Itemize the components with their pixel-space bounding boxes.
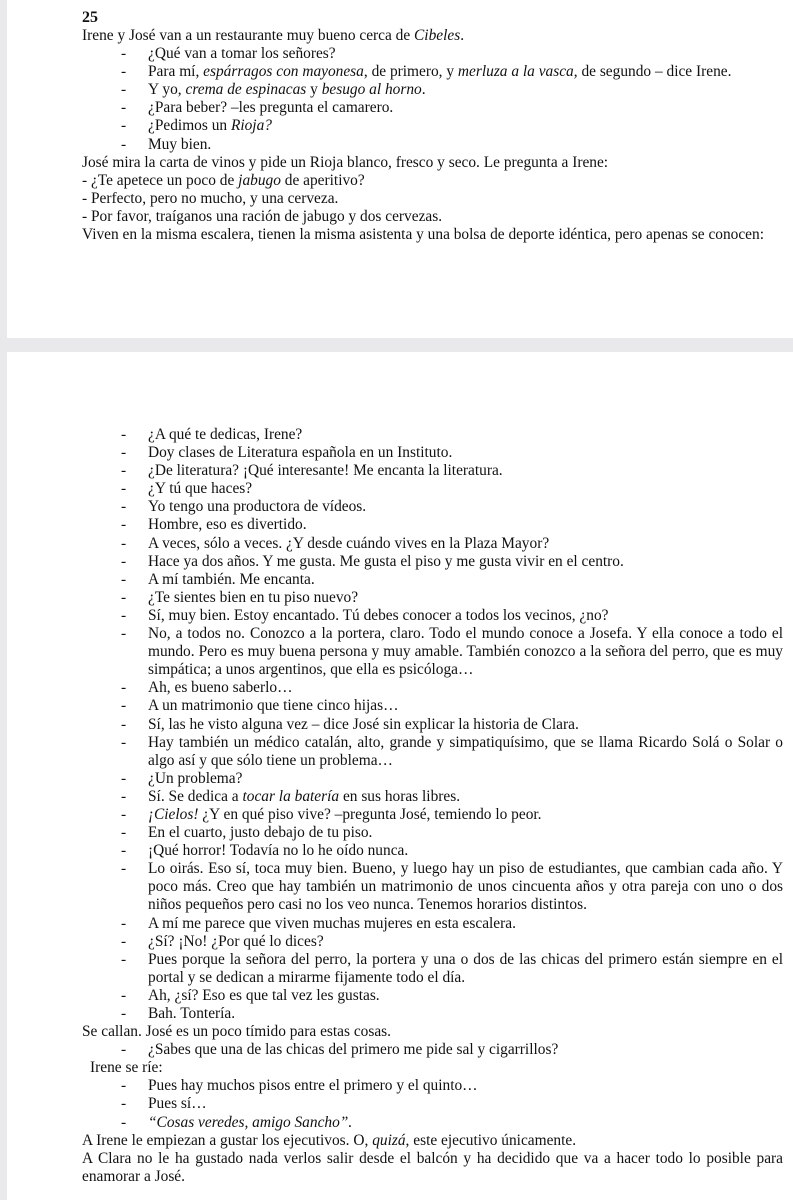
document-page-1: [7, 0, 793, 338]
dialog-dash: -: [121, 588, 127, 606]
dialog-line-perfecto: - Perfecto, pero no mucho, y una cerveza.: [82, 189, 339, 207]
dialog-line: [82, 770, 783, 788]
narration-text: , este ejecutivo únicamente.: [405, 1131, 577, 1149]
dialog-line: [82, 426, 783, 444]
dialog-dash: -: [121, 914, 127, 932]
dialog-text: .: [421, 81, 426, 99]
dialog-text: A mí me parece que viven muchas mujeres en esta escalera.: [148, 914, 516, 932]
dialog-text: de aperitivo?: [280, 171, 365, 189]
intro-paragraph: [82, 27, 783, 45]
dialog-line: [82, 1095, 783, 1113]
dialog-chicas: [82, 1041, 783, 1059]
dialog-text: Para mí,: [148, 63, 204, 81]
dialog-italic: ¡Cielos!: [148, 805, 199, 823]
narration-irene-rie: Irene se ríe:: [90, 1059, 163, 1077]
dialog-text: Hay también un médico catalán, alto, grande y simpatiquísimo, que se llama Ricardo Solá o Solar o algo así y que sólo tiene un problema…: [148, 733, 783, 769]
dialog-dash: -: [121, 679, 127, 697]
dialog-dash: -: [121, 534, 127, 552]
dialog-line: [82, 45, 783, 63]
dialog-text: Hace ya dos años. Y me gusta. Me gusta el piso y me gusta vivir en el centro.: [148, 552, 624, 570]
dialog-line: [82, 480, 783, 498]
dialog-dash: -: [121, 787, 127, 805]
narration-wine: José mira la carta de vinos y pide un Rioja blanco, fresco y seco. Le pregunta a Irene:: [82, 153, 609, 171]
dialog-text: Bah. Tontería.: [148, 1005, 236, 1022]
dialog-text: A veces, sólo a veces. ¿Y desde cuándo vives en la Plaza Mayor?: [148, 534, 550, 552]
dialog-text: , de segundo – dice Irene.: [573, 63, 732, 81]
dialog-line: [82, 734, 783, 770]
dialog-line: [82, 516, 783, 534]
dialog-dash: -: [121, 842, 127, 860]
dialog-line: [82, 1005, 783, 1023]
dialog-text: Ah, ¿sí? Eso es que tal vez les gustas.: [148, 986, 380, 1004]
dialog-text: ¿Y tú que haces?: [148, 480, 253, 498]
dialog-text: En el cuarto, justo debajo de tu piso.: [148, 824, 373, 842]
dialog-line-traiganos: - Por favor, traíganos una ración de jabugo y dos cervezas.: [82, 207, 443, 225]
intro-text: Irene y José van a un restaurante muy bueno cerca de: [82, 27, 415, 44]
dialog-line: [82, 1041, 783, 1059]
dialog-text: ¿Sí? ¡No! ¿Por qué lo dices?: [148, 932, 324, 950]
dialog-dash: -: [121, 733, 127, 751]
dialog-dash: -: [121, 444, 127, 462]
dialog-line: [82, 806, 783, 824]
dialog-line: [82, 444, 783, 462]
dialog-line: [82, 136, 783, 154]
dialog-dash: -: [121, 606, 127, 624]
dialog-dash: -: [121, 860, 127, 878]
dialog-line: [82, 915, 783, 933]
dialog-line: [82, 842, 783, 860]
dialog-line: [82, 99, 783, 117]
dialog-line: [82, 553, 783, 571]
dialog-dash: -: [121, 498, 127, 516]
dialog-text: Yo tengo una productora de vídeos.: [148, 498, 367, 516]
dialog-line: [82, 117, 783, 135]
dialog-line: [82, 860, 783, 914]
dialog-line: [82, 535, 783, 553]
dialog-dash: -: [121, 986, 127, 1004]
dialog-line: [82, 987, 783, 1005]
dialog-line: [82, 716, 783, 734]
dialog-dash: -: [121, 426, 127, 443]
dialog-italic: Rioja?: [230, 117, 272, 135]
dialog-text: Hombre, eso es divertido.: [148, 516, 307, 534]
dialog-dash: -: [121, 117, 127, 135]
dialog-dash: -: [121, 45, 127, 63]
dialog-vecinos: [82, 426, 783, 1023]
dialog-text: - ¿Te apetece un poco de: [82, 171, 239, 189]
dialog-sancho: [82, 1077, 783, 1131]
dialog-text: ¿Qué van a tomar los señores?: [148, 45, 336, 63]
narration-italic: quizá: [372, 1131, 406, 1149]
narration-se-callan: Se callan. José es un poco tímido para estas cosas.: [82, 1023, 392, 1041]
narration-ejecutivos: [82, 1132, 783, 1150]
dialog-line: [82, 1114, 783, 1132]
dialog-dash: -: [121, 1041, 127, 1059]
dialog-text: Lo oirás. Eso sí, toca muy bien. Bueno, y luego hay un piso de estudiantes, que cambian cada año. Y poco más. Creo que hay también un matrimonio de unos cincuenta años y otra pareja con uno o dos niños pequeños pero casi no los veo nunca. Tenemos horarios distintos.: [148, 860, 783, 914]
dialog-text: Pues sí…: [148, 1095, 207, 1113]
dialog-text: ¿Un problema?: [148, 769, 243, 787]
dialog-dash: -: [121, 81, 127, 99]
dialog-line: [82, 824, 783, 842]
dialog-italic: tocar la batería: [242, 787, 340, 805]
intro-italic: Cibeles: [414, 27, 461, 44]
dialog-italic: besugo al horno: [321, 81, 422, 99]
document-page-2: [7, 352, 793, 1200]
dialog-line: [82, 933, 783, 951]
dialog-dash: -: [121, 516, 127, 534]
dialog-dash: -: [121, 932, 127, 950]
dialog-text: ¿A qué te dedicas, Irene?: [148, 426, 303, 443]
dialog-dash: -: [121, 1077, 127, 1095]
dialog-restaurant: [82, 45, 783, 154]
dialog-text: ¿Y en qué piso vive? –pregunta José, temiendo lo peor.: [198, 805, 542, 823]
dialog-text: ¿De literatura? ¡Qué interesante! Me encanta la literatura.: [148, 462, 503, 480]
dialog-text: Sí, muy bien. Estoy encantado. Tú debes conocer a todos los vecinos, ¿no?: [148, 606, 609, 624]
dialog-text: A un matrimonio que tiene cinco hijas…: [148, 697, 399, 715]
dialog-dash: -: [121, 697, 127, 715]
dialog-italic: merluza a la vasca: [457, 63, 574, 81]
dialog-text: Sí, las he visto alguna vez – dice José sin explicar la historia de Clara.: [148, 715, 579, 733]
dialog-italic: jabugo: [238, 171, 281, 189]
intro-text-end: .: [460, 27, 465, 44]
dialog-text: Sí. Se dedica a: [148, 787, 243, 805]
dialog-dash: -: [121, 950, 127, 968]
dialog-text: Ah, es bueno saberlo…: [148, 679, 293, 697]
dialog-dash: -: [121, 769, 127, 787]
dialog-text: Muy bien.: [148, 135, 212, 153]
dialog-italic: “Cosas veredes, amigo Sancho”.: [148, 1113, 353, 1131]
dialog-dash: -: [121, 625, 127, 643]
dialog-text: A mí también. Me encanta.: [148, 570, 315, 588]
dialog-text: Y yo,: [148, 81, 186, 99]
narration-escalera: Viven en la misma escalera, tienen la misma asistenta y una bolsa de deporte idéntica, pero apenas se conocen:: [82, 226, 764, 244]
dialog-text: Doy clases de Literatura española en un Instituto.: [148, 444, 453, 462]
dialog-dash: -: [121, 552, 127, 570]
dialog-line: [82, 951, 783, 987]
dialog-line: [82, 498, 783, 516]
dialog-line: [82, 63, 783, 81]
page-number: 25: [82, 9, 98, 26]
dialog-dash: -: [121, 480, 127, 498]
dialog-dash: -: [121, 824, 127, 842]
dialog-italic: espárragos con mayonesa: [203, 63, 364, 81]
dialog-text: , de primero, y: [363, 63, 458, 81]
dialog-text: y: [306, 81, 322, 99]
dialog-line-aperitivo: [82, 172, 783, 190]
dialog-text: en sus horas libres.: [339, 787, 461, 805]
dialog-dash: -: [121, 462, 127, 480]
dialog-text: Pues porque la señora del perro, la portera y una o dos de las chicas del primero están siempre en el portal y se dedican a mirarme fijamente todo el día.: [148, 950, 783, 986]
dialog-line: [82, 462, 783, 480]
dialog-line: [82, 607, 783, 625]
dialog-line: [82, 81, 783, 99]
dialog-dash: -: [121, 135, 127, 153]
dialog-text: ¿Para beber? –les pregunta el camarero.: [148, 99, 394, 117]
dialog-text: ¿Sabes que una de las chicas del primero me pide sal y cigarrillos?: [148, 1041, 559, 1059]
dialog-dash: -: [121, 1095, 127, 1113]
dialog-line: [82, 679, 783, 697]
dialog-line: [82, 571, 783, 589]
dialog-line: [82, 697, 783, 715]
dialog-text: ¿Pedimos un: [148, 117, 231, 135]
dialog-line: [82, 1077, 783, 1095]
dialog-text: No, a todos no. Conozco a la portera, claro. Todo el mundo conoce a Josefa. Y ella conoce a todo el mundo. Pero es muy buena persona y muy amable. También conozco a la señora del perro, que es muy simpática; a unos argentinos, que ella es psicóloga…: [148, 625, 783, 679]
dialog-dash: -: [121, 715, 127, 733]
dialog-italic: crema de espinacas: [185, 81, 307, 99]
narration-text: A Irene le empiezan a gustar los ejecutivos. O,: [82, 1131, 373, 1149]
narration-clara: A Clara no le ha gustado nada verlos salir desde el balcón y ha decidido que va a hacer todo lo posible para enamorar a José.: [82, 1149, 783, 1185]
dialog-text: ¿Te sientes bien en tu piso nuevo?: [148, 588, 359, 606]
dialog-text: Pues hay muchos pisos entre el primero y el quinto…: [148, 1077, 478, 1095]
dialog-line: [82, 788, 783, 806]
dialog-dash: -: [121, 63, 127, 81]
dialog-line: [82, 589, 783, 607]
dialog-dash: -: [121, 1113, 127, 1131]
dialog-dash: -: [121, 1005, 127, 1022]
dialog-dash: -: [121, 570, 127, 588]
dialog-text: ¡Qué horror! Todavía no lo he oído nunca.: [148, 842, 409, 860]
dialog-dash: -: [121, 99, 127, 117]
dialog-dash: -: [121, 805, 127, 823]
dialog-line: [82, 625, 783, 679]
